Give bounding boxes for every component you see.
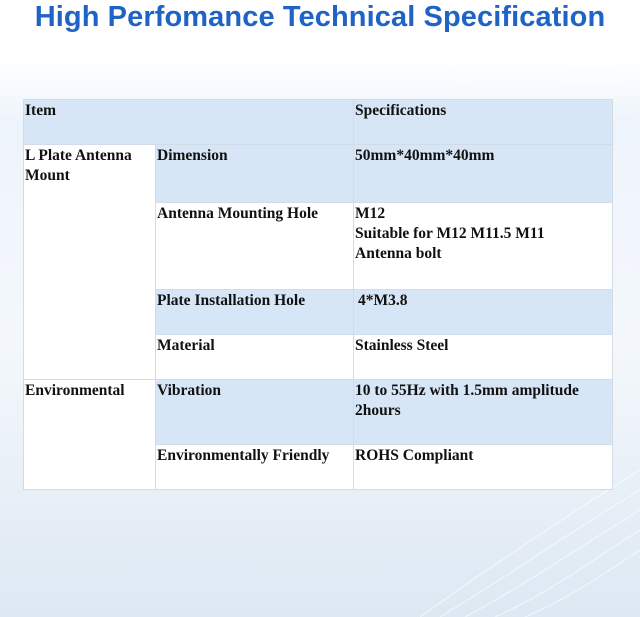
table-row: [24, 380, 613, 445]
spec-value: [354, 335, 613, 380]
page-title: High Perfomance Technical Specification: [34, 1, 606, 33]
spec-value-line: 2hours: [355, 402, 401, 419]
param-label: Material: [156, 335, 354, 380]
param-label: Dimension: [156, 145, 354, 203]
spec-value: [354, 290, 613, 335]
spec-value-line: Suitable for M12 M11.5 M11: [355, 225, 545, 242]
spec-value: [354, 445, 613, 490]
group-name: L Plate Antenna Mount: [24, 145, 156, 380]
spec-value-line: M12: [355, 205, 386, 222]
table-header-row: [24, 100, 613, 145]
spec-value-line: Stainless Steel: [355, 337, 449, 354]
spec-value: [354, 145, 613, 203]
header-specifications: Specifications: [354, 100, 613, 145]
spec-value-line: 4*M3.8: [358, 292, 408, 309]
spec-table: [23, 99, 613, 490]
param-label: Vibration: [156, 380, 354, 445]
spec-value-line: 10 to 55Hz with 1.5mm amplitude: [355, 382, 579, 399]
spec-value-line: Antenna bolt: [355, 245, 442, 262]
spec-value: [354, 380, 613, 445]
group-name: Environmental: [24, 380, 156, 490]
header-item: Item: [24, 100, 354, 145]
spec-value-line: 50mm*40mm*40mm: [355, 147, 495, 164]
param-label: Environmentally Friendly: [156, 445, 354, 490]
param-label: Plate Installation Hole: [156, 290, 354, 335]
param-label: Antenna Mounting Hole: [156, 203, 354, 290]
table-row: [24, 145, 613, 203]
spec-value: [354, 203, 613, 290]
spec-value-line: ROHS Compliant: [355, 447, 474, 464]
